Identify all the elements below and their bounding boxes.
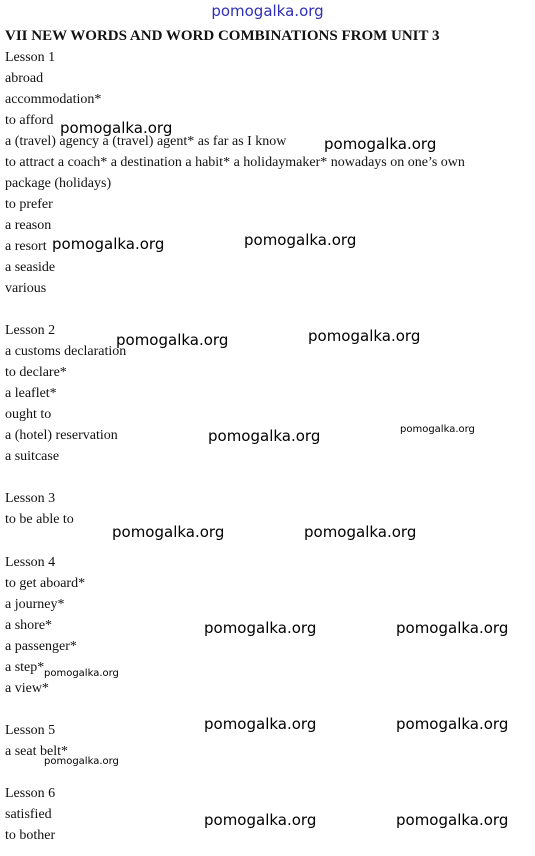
- watermark: pomogalka.org: [400, 424, 475, 435]
- watermark: pomogalka.org: [52, 235, 165, 253]
- page-heading: VII NEW WORDS AND WORD COMBINATIONS FROM UNIT 3: [5, 28, 440, 44]
- vocab-item: to afford: [5, 113, 54, 128]
- watermark: pomogalka.org: [204, 619, 317, 637]
- watermark: pomogalka.org: [308, 327, 421, 345]
- vocab-item: a seaside: [5, 260, 56, 275]
- vocab-item: a reason: [5, 218, 52, 233]
- vocab-item: package (holidays): [5, 176, 112, 191]
- vocab-item: to get aboard*: [5, 576, 86, 591]
- vocab-item: a customs declaration: [5, 344, 127, 359]
- vocab-item: a shore*: [5, 618, 53, 633]
- vocab-item: a (travel) agency a (travel) agent* as far as I know: [5, 134, 287, 149]
- vocab-item: a step*: [5, 660, 45, 675]
- watermark: pomogalka.org: [396, 619, 509, 637]
- vocab-item: a seat belt*: [5, 744, 68, 759]
- vocab-item: to be able to: [5, 512, 74, 527]
- site-link[interactable]: pomogalka.org: [211, 2, 324, 20]
- watermark: pomogalka.org: [44, 756, 119, 767]
- vocab-item: ought to: [5, 407, 52, 422]
- watermark: pomogalka.org: [324, 135, 437, 153]
- lesson-5-title: Lesson 5: [5, 723, 56, 738]
- watermark: pomogalka.org: [204, 715, 317, 733]
- lesson-1-title: Lesson 1: [5, 50, 56, 65]
- watermark: pomogalka.org: [396, 811, 509, 829]
- watermark: pomogalka.org: [112, 523, 225, 541]
- vocab-item: accommodation*: [5, 92, 102, 107]
- lesson-2-title: Lesson 2: [5, 323, 56, 338]
- vocab-item: a view*: [5, 681, 49, 696]
- watermark: pomogalka.org: [204, 811, 317, 829]
- watermark: pomogalka.org: [396, 715, 509, 733]
- vocab-item: a journey*: [5, 597, 65, 612]
- vocab-item: to prefer: [5, 197, 53, 212]
- watermark: pomogalka.org: [60, 119, 173, 137]
- watermark: pomogalka.org: [116, 331, 229, 349]
- lesson-4-title: Lesson 4: [5, 555, 56, 570]
- watermark: pomogalka.org: [208, 427, 321, 445]
- vocab-item: a suitcase: [5, 449, 60, 464]
- vocab-item: satisfied: [5, 807, 52, 822]
- watermark: pomogalka.org: [44, 668, 119, 679]
- lesson-6-title: Lesson 6: [5, 786, 56, 801]
- vocab-item: a leaflet*: [5, 386, 57, 401]
- vocab-item: a passenger*: [5, 639, 77, 654]
- vocab-item: abroad: [5, 71, 44, 86]
- vocab-item: various: [5, 281, 47, 296]
- lesson-3-title: Lesson 3: [5, 491, 56, 506]
- watermark: pomogalka.org: [244, 231, 357, 249]
- vocab-item: to declare*: [5, 365, 67, 380]
- vocab-item: a (hotel) reservation: [5, 428, 118, 443]
- vocab-item: to bother: [5, 828, 56, 843]
- watermark: pomogalka.org: [304, 523, 417, 541]
- vocab-item: to attract a coach* a destination a habit* a holidaymaker* nowadays on one’s own: [5, 155, 465, 170]
- vocab-item: a resort: [5, 239, 47, 254]
